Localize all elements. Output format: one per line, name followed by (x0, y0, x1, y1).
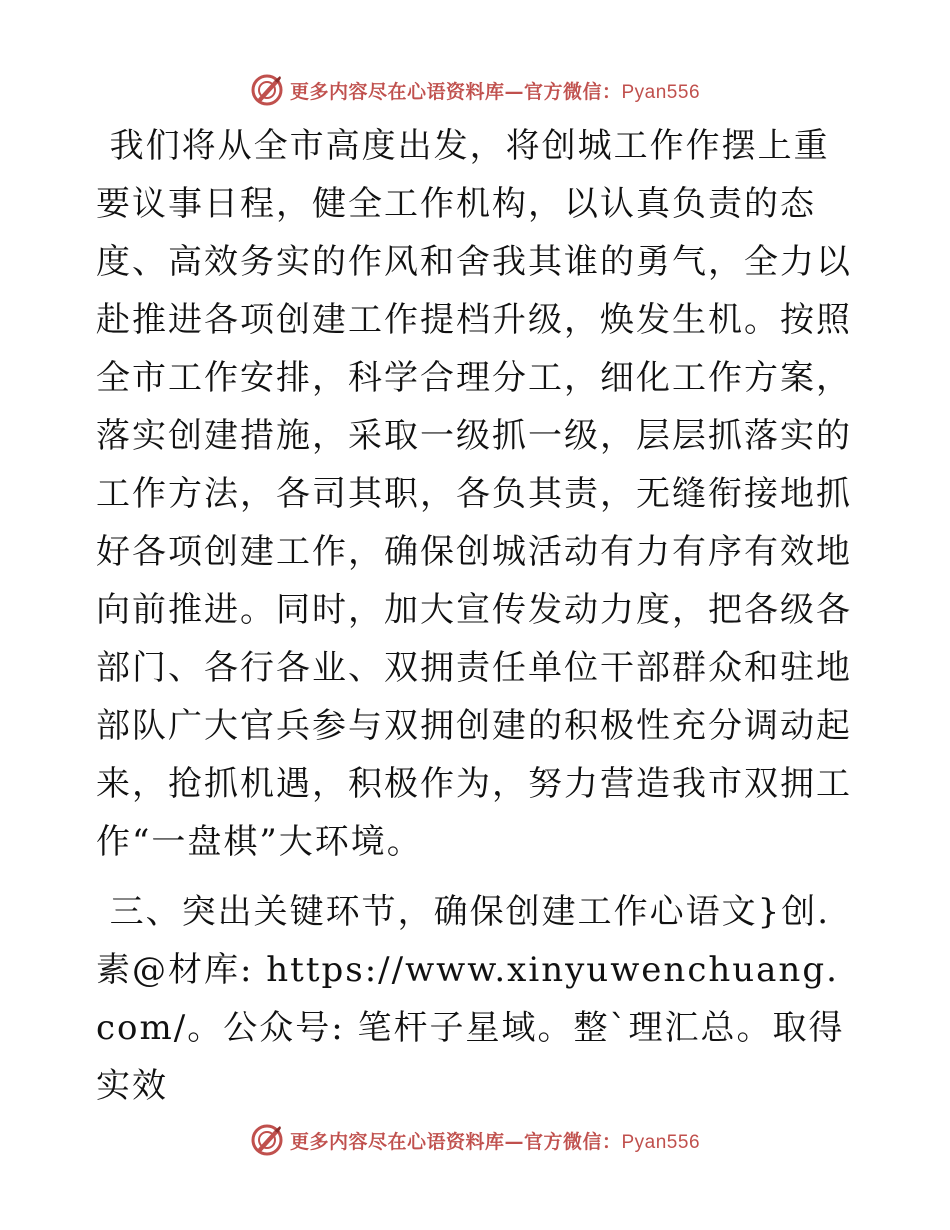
footer-wechat-id: Pyan556 (621, 1131, 701, 1153)
footer-banner-text: 更多内容尽在心语资料库—官方微信： (289, 1130, 622, 1153)
header-banner-text: 更多内容尽在心语资料库—官方微信： (289, 80, 622, 103)
quill-seal-icon (250, 1123, 284, 1157)
footer-banner (0, 1120, 950, 1160)
document-body (96, 117, 856, 1115)
quill-seal-icon (250, 73, 284, 107)
section-heading-paragraph: 三、突出关键环节，确保创建工作心语文}创.素@材库: https://www.xinyuwenchuang.com/。公众号: 笔杆子星域。整`理汇总。取得实效 (96, 892, 845, 1106)
header-wechat-id: Pyan556 (621, 81, 701, 103)
header-banner (0, 70, 950, 110)
body-paragraph: 我们将从全市高度出发，将创城工作作摆上重要议事日程，健全工作机构，以认真负责的态度、高效务实的作风和舍我其谁的勇气，全力以赴推进各项创建工作提档升级，焕发生机。按照全市工作安排，科学合理分工，细化工作方案，落实创建措施，采取一级抓一级，层层抓落实的工作方法，各司其职，各负其责，无缝衔接地抓好各项创建工作，确保创城活动有力有序有效地向前推进。同时，加大宣传发动力度，把各级各部门、各行各业、双拥责任单位干部群众和驻地部队广大官兵参与双拥创建的积极性充分调动起来，抢抓机遇，积极作为，努力营造我市双拥工作“一盘棋”大环境。 (96, 126, 852, 862)
